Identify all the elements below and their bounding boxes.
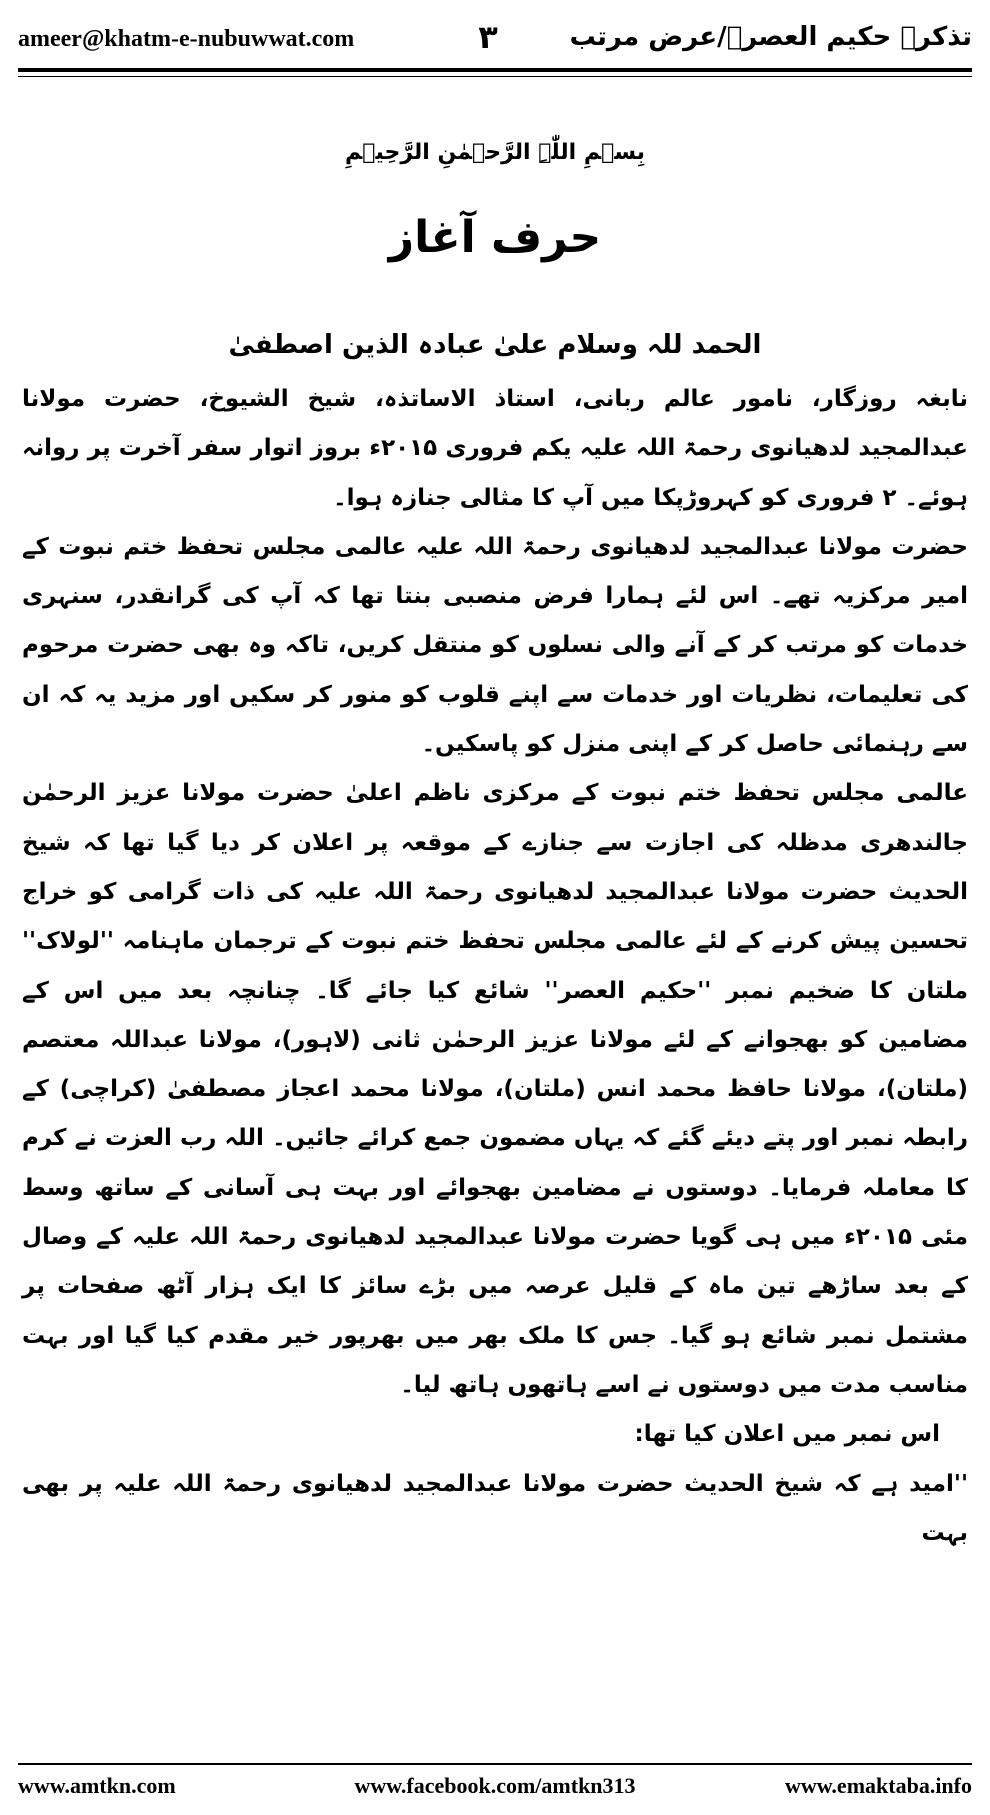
page-footer: [18, 1773, 972, 1803]
paragraph: عالمی مجلس تحفظ ختم نبوت کے مرکزی ناظم اعلیٰ حضرت مولانا عزیز الرحمٰن جالندھری مدظلہ کی اجازت سے جنازے کے موقعہ پر اعلان کر دیا گیا تھا کہ شیخ الحدیث حضرت مولانا عبدالمجید لدھیانوی رحمۃ اللہ علیہ کی ذات گرامی کو خراج تحسین پیش کرنے کے لئے عالمی مجلس تحفظ ختم نبوت کے ترجمان ماہنامہ ''لولاک'' ملتان کا ضخیم نمبر ''حکیم العصر'' شائع کیا جائے گا۔ چنانچہ بعد میں اس کے مضامین کو بھجوانے کے لئے مولانا عزیز الرحمٰن ثانی (لاہور)، مولانا عبداللہ معتصم (ملتان)، مولانا حافظ محمد انس (ملتان)، مولانا محمد اعجاز مصطفیٰ (کراچی) کے رابطہ نمبر اور پتے دیئے گئے کہ یہاں مضمون جمع کرائے جائیں۔ اللہ رب العزت نے کرم کا معاملہ فرمایا۔ دوستوں نے مضامین بھجوائے اور بہت ہی آسانی کے ساتھ وسط مئی ۲۰۱۵ء میں ہی گویا حضرت مولانا عبدالمجید لدھیانوی رحمۃ اللہ علیہ کے وصال کے بعد ساڑھے تین ماہ کے قلیل عرصہ میں بڑے سائز کا ایک ہزار آٹھ صفحات پر مشتمل نمبر شائع ہو گیا۔ جس کا ملک بھر میں بھرپور خیر مقدم کیا گیا اور بہت مناسب مدت میں دوستوں نے اسے ہاتھوں ہاتھ لیا۔: [22, 780, 968, 1398]
page-number: ۳: [478, 18, 498, 56]
header-rule-thick: [18, 68, 972, 72]
book-title: تذکرہ حکیم العصرؒ/عرض مرتب: [569, 22, 972, 52]
footer-rule: [18, 1763, 972, 1765]
footer-link-facebook[interactable]: www.facebook.com/amtkn313: [354, 1773, 636, 1798]
footer-link-amtkn[interactable]: www.amtkn.com: [18, 1773, 176, 1798]
footer-link-emaktaba[interactable]: www.emaktaba.info: [784, 1773, 972, 1798]
page-header: [18, 18, 972, 58]
chapter-subheading: الحمد للہ وسلام علیٰ عبادہ الذین اصطفیٰ: [228, 330, 762, 360]
bismillah: بِسۡمِ اللّٰہِ الرَّحۡمٰنِ الرَّحِیۡمِ: [345, 140, 645, 165]
paragraph: ''امید ہے کہ شیخ الحدیث حضرت مولانا عبدالمجید لدھیانوی رحمۃ اللہ علیہ پر بھی بہت: [22, 1470, 968, 1546]
header-rule-thin: [18, 76, 972, 77]
chapter-title: حرف آغاز: [388, 212, 602, 263]
paragraph: حضرت مولانا عبدالمجید لدھیانوی رحمۃ اللہ علیہ عالمی مجلس تحفظ ختم نبوت کے امیر مرکزیہ تھے۔ اس لئے ہمارا فرض منصبی بنتا تھا کہ آپ کی گرانقدر، سنہری خدمات کو مرتب کر کے آنے والی نسلوں کو منتقل کریں، تاکہ وہ بھی حضرت مرحوم کی تعلیمات، نظریات اور خدمات سے اپنے قلوب کو منور کر سکیں اور مزید یہ کہ ان سے رہنمائی حاصل کر کے اپنی منزل کو پاسکیں۔: [22, 533, 968, 758]
paragraph: نابغہ روزگار، نامور عالم ربانی، استاذ الاساتذہ، شیخ الشیوخ، حضرت مولانا عبدالمجید لدھیانوی رحمۃ اللہ علیہ یکم فروری ۲۰۱۵ء بروز اتوار سفر آخرت پر روانہ ہوئے۔ ۲ فروری کو کہروڑپکا میں آپ کا مثالی جنازہ ہوا۔: [22, 386, 968, 511]
paragraph: اس نمبر میں اعلان کیا تھا:: [634, 1421, 940, 1448]
header-email[interactable]: ameer@khatm-e-nubuwwat.com: [18, 26, 355, 52]
body-text: [22, 375, 968, 1558]
